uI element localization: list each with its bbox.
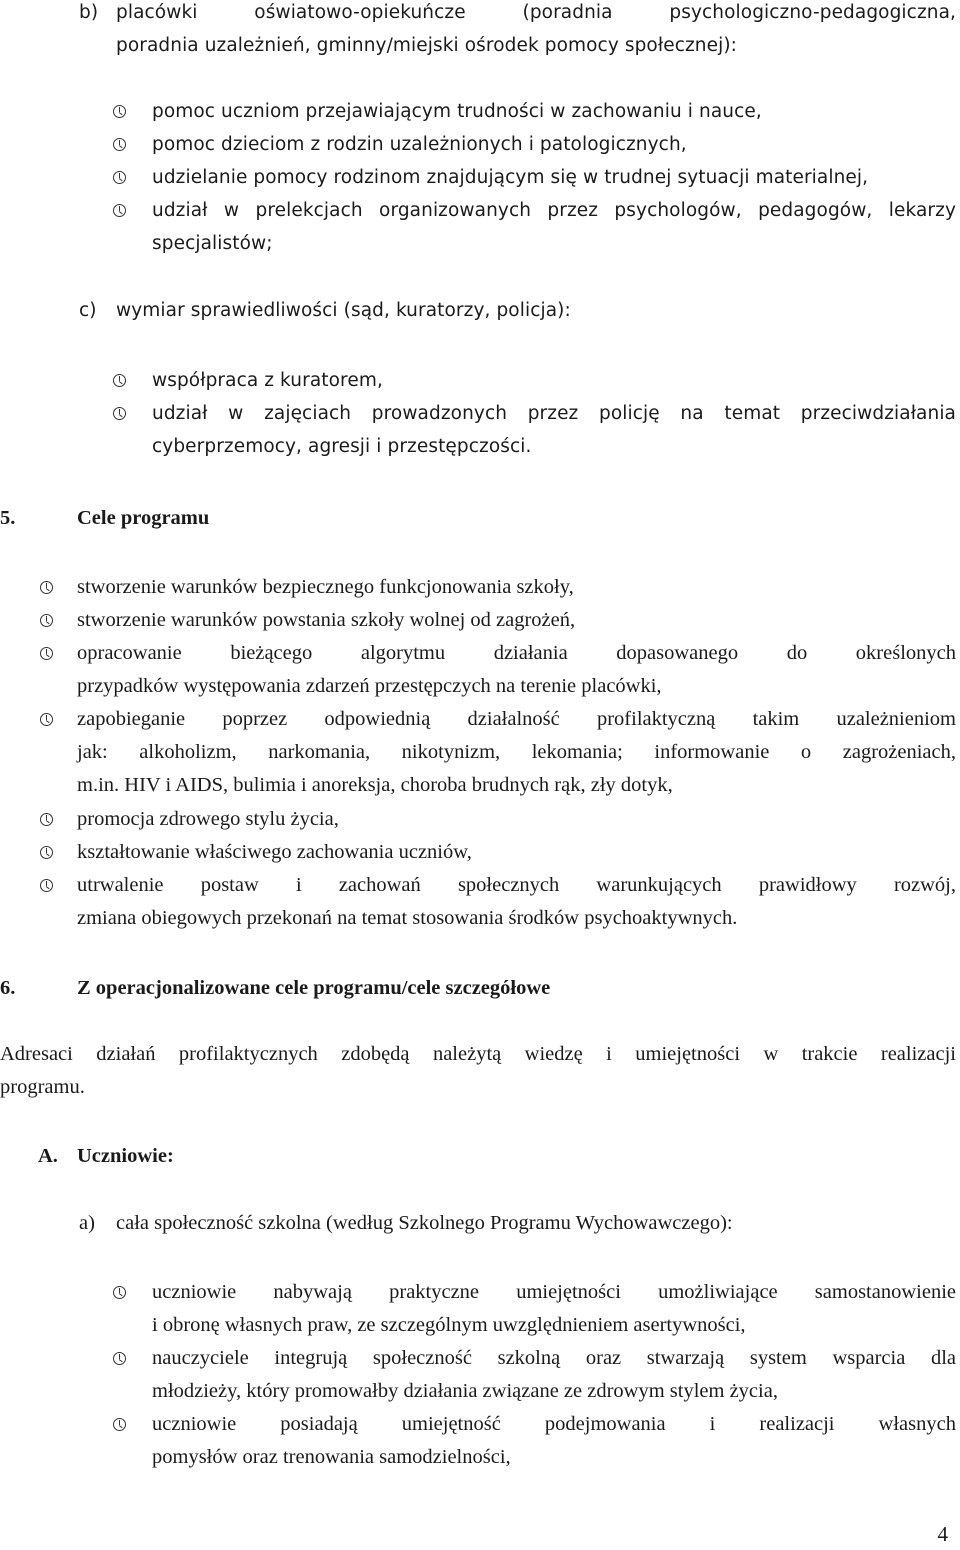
section-5-title: Cele programu — [77, 507, 210, 529]
list-item-continuation: specjalistów; — [152, 233, 273, 254]
list-item: uczniowie nabywają praktyczne umiejętności umożliwiające samostanowienie — [152, 1281, 956, 1303]
list-item: udział w zajęciach prowadzonych przez policję na temat przeciwdziałania — [152, 403, 956, 424]
clock-bullet-icon — [40, 879, 53, 892]
list-item-continuation: cyberprzemocy, agresji i przestępczości. — [152, 436, 532, 457]
paragraph-line: Adresaci działań profilaktycznych zdobędą należytą wiedzę i umiejętności w trakcie realizacji — [0, 1043, 956, 1065]
clock-bullet-icon — [40, 647, 53, 660]
list-item: stworzenie warunków bezpiecznego funkcjonowania szkoły, — [77, 576, 574, 598]
list-item: pomoc dzieciom z rodzin uzależnionych i patologicznych, — [152, 134, 687, 155]
list-item: zapobieganie poprzez odpowiednią działalność profilaktyczną takim uzależnieniom — [77, 708, 956, 730]
clock-bullet-icon — [40, 813, 53, 826]
clock-bullet-icon — [40, 713, 53, 726]
list-item: współpraca z kuratorem, — [152, 370, 383, 391]
clock-bullet-icon — [113, 1418, 126, 1431]
list-item-continuation: jak: alkoholizm, narkomania, nikotynizm, lekomania; informowanie o zagrożeniach, — [77, 741, 956, 763]
list-item: promocja zdrowego stylu życia, — [77, 808, 339, 830]
clock-bullet-icon — [113, 171, 126, 184]
section-c-marker: c) — [79, 300, 97, 321]
list-item: udział w prelekcjach organizowanych przez psychologów, pedagogów, lekarzy — [152, 200, 956, 221]
section-b-heading-line1: placówki oświatowo-opiekuńcze (poradnia psychologiczno-pedagogiczna, — [116, 2, 956, 23]
list-item-continuation: m.in. HIV i AIDS, bulimia i anoreksja, choroba brudnych rąk, zły dotyk, — [77, 774, 673, 796]
list-item: kształtowanie właściwego zachowania uczniów, — [77, 841, 472, 863]
section-c-heading: wymiar sprawiedliwości (sąd, kuratorzy, policja): — [116, 300, 571, 321]
clock-bullet-icon — [40, 846, 53, 859]
clock-bullet-icon — [40, 581, 53, 594]
section-b-heading-line2: poradnia uzależnień, gminny/miejski ośrodek pomocy społecznej): — [116, 35, 737, 56]
clock-bullet-icon — [113, 1286, 126, 1299]
list-item: uczniowie posiadają umiejętność podejmowania i realizacji własnych — [152, 1413, 956, 1435]
section-a-title: Uczniowie: — [77, 1145, 174, 1167]
list-item: stworzenie warunków powstania szkoły wolnej od zagrożeń, — [77, 609, 576, 631]
section-6-title: Z operacjonalizowane cele programu/cele szczegółowe — [77, 977, 551, 999]
list-item: udzielanie pomocy rodzinom znajdującym się w trudnej sytuacji materialnej, — [152, 167, 869, 188]
list-item-continuation: i obronę własnych praw, ze szczególnym uwzględnieniem asertywności, — [152, 1314, 746, 1336]
list-item-continuation: zmiana obiegowych przekonań na temat stosowania środków psychoaktywnych. — [77, 907, 738, 929]
list-item: utrwalenie postaw i zachowań społecznych warunkujących prawidłowy rozwój, — [77, 874, 956, 896]
paragraph-line: programu. — [0, 1076, 85, 1098]
clock-bullet-icon — [40, 614, 53, 627]
section-5-number: 5. — [0, 507, 16, 529]
clock-bullet-icon — [113, 407, 126, 420]
list-item: pomoc uczniom przejawiającym trudności w zachowaniu i nauce, — [152, 101, 762, 122]
clock-bullet-icon — [113, 374, 126, 387]
list-item: nauczyciele integrują społeczność szkolną oraz stwarzają system wsparcia dla — [152, 1347, 956, 1369]
page-number: 4 — [937, 1522, 948, 1546]
clock-bullet-icon — [113, 138, 126, 151]
list-item-continuation: przypadków występowania zdarzeń przestępczych na terenie placówki, — [77, 675, 662, 697]
list-item-continuation: młodzieży, który promowałby działania związane ze zdrowym stylem życia, — [152, 1380, 778, 1402]
section-b-marker: b) — [79, 2, 99, 23]
subsection-a-marker: a) — [79, 1212, 95, 1234]
subsection-a-heading: cała społeczność szkolna (według Szkolnego Programu Wychowawczego): — [116, 1212, 733, 1234]
clock-bullet-icon — [113, 105, 126, 118]
list-item: opracowanie bieżącego algorytmu działania dopasowanego do określonych — [77, 642, 956, 664]
clock-bullet-icon — [113, 1352, 126, 1365]
section-6-number: 6. — [0, 977, 16, 999]
clock-bullet-icon — [113, 204, 126, 217]
section-a-marker: A. — [38, 1145, 58, 1167]
list-item-continuation: pomysłów oraz trenowania samodzielności, — [152, 1446, 511, 1468]
